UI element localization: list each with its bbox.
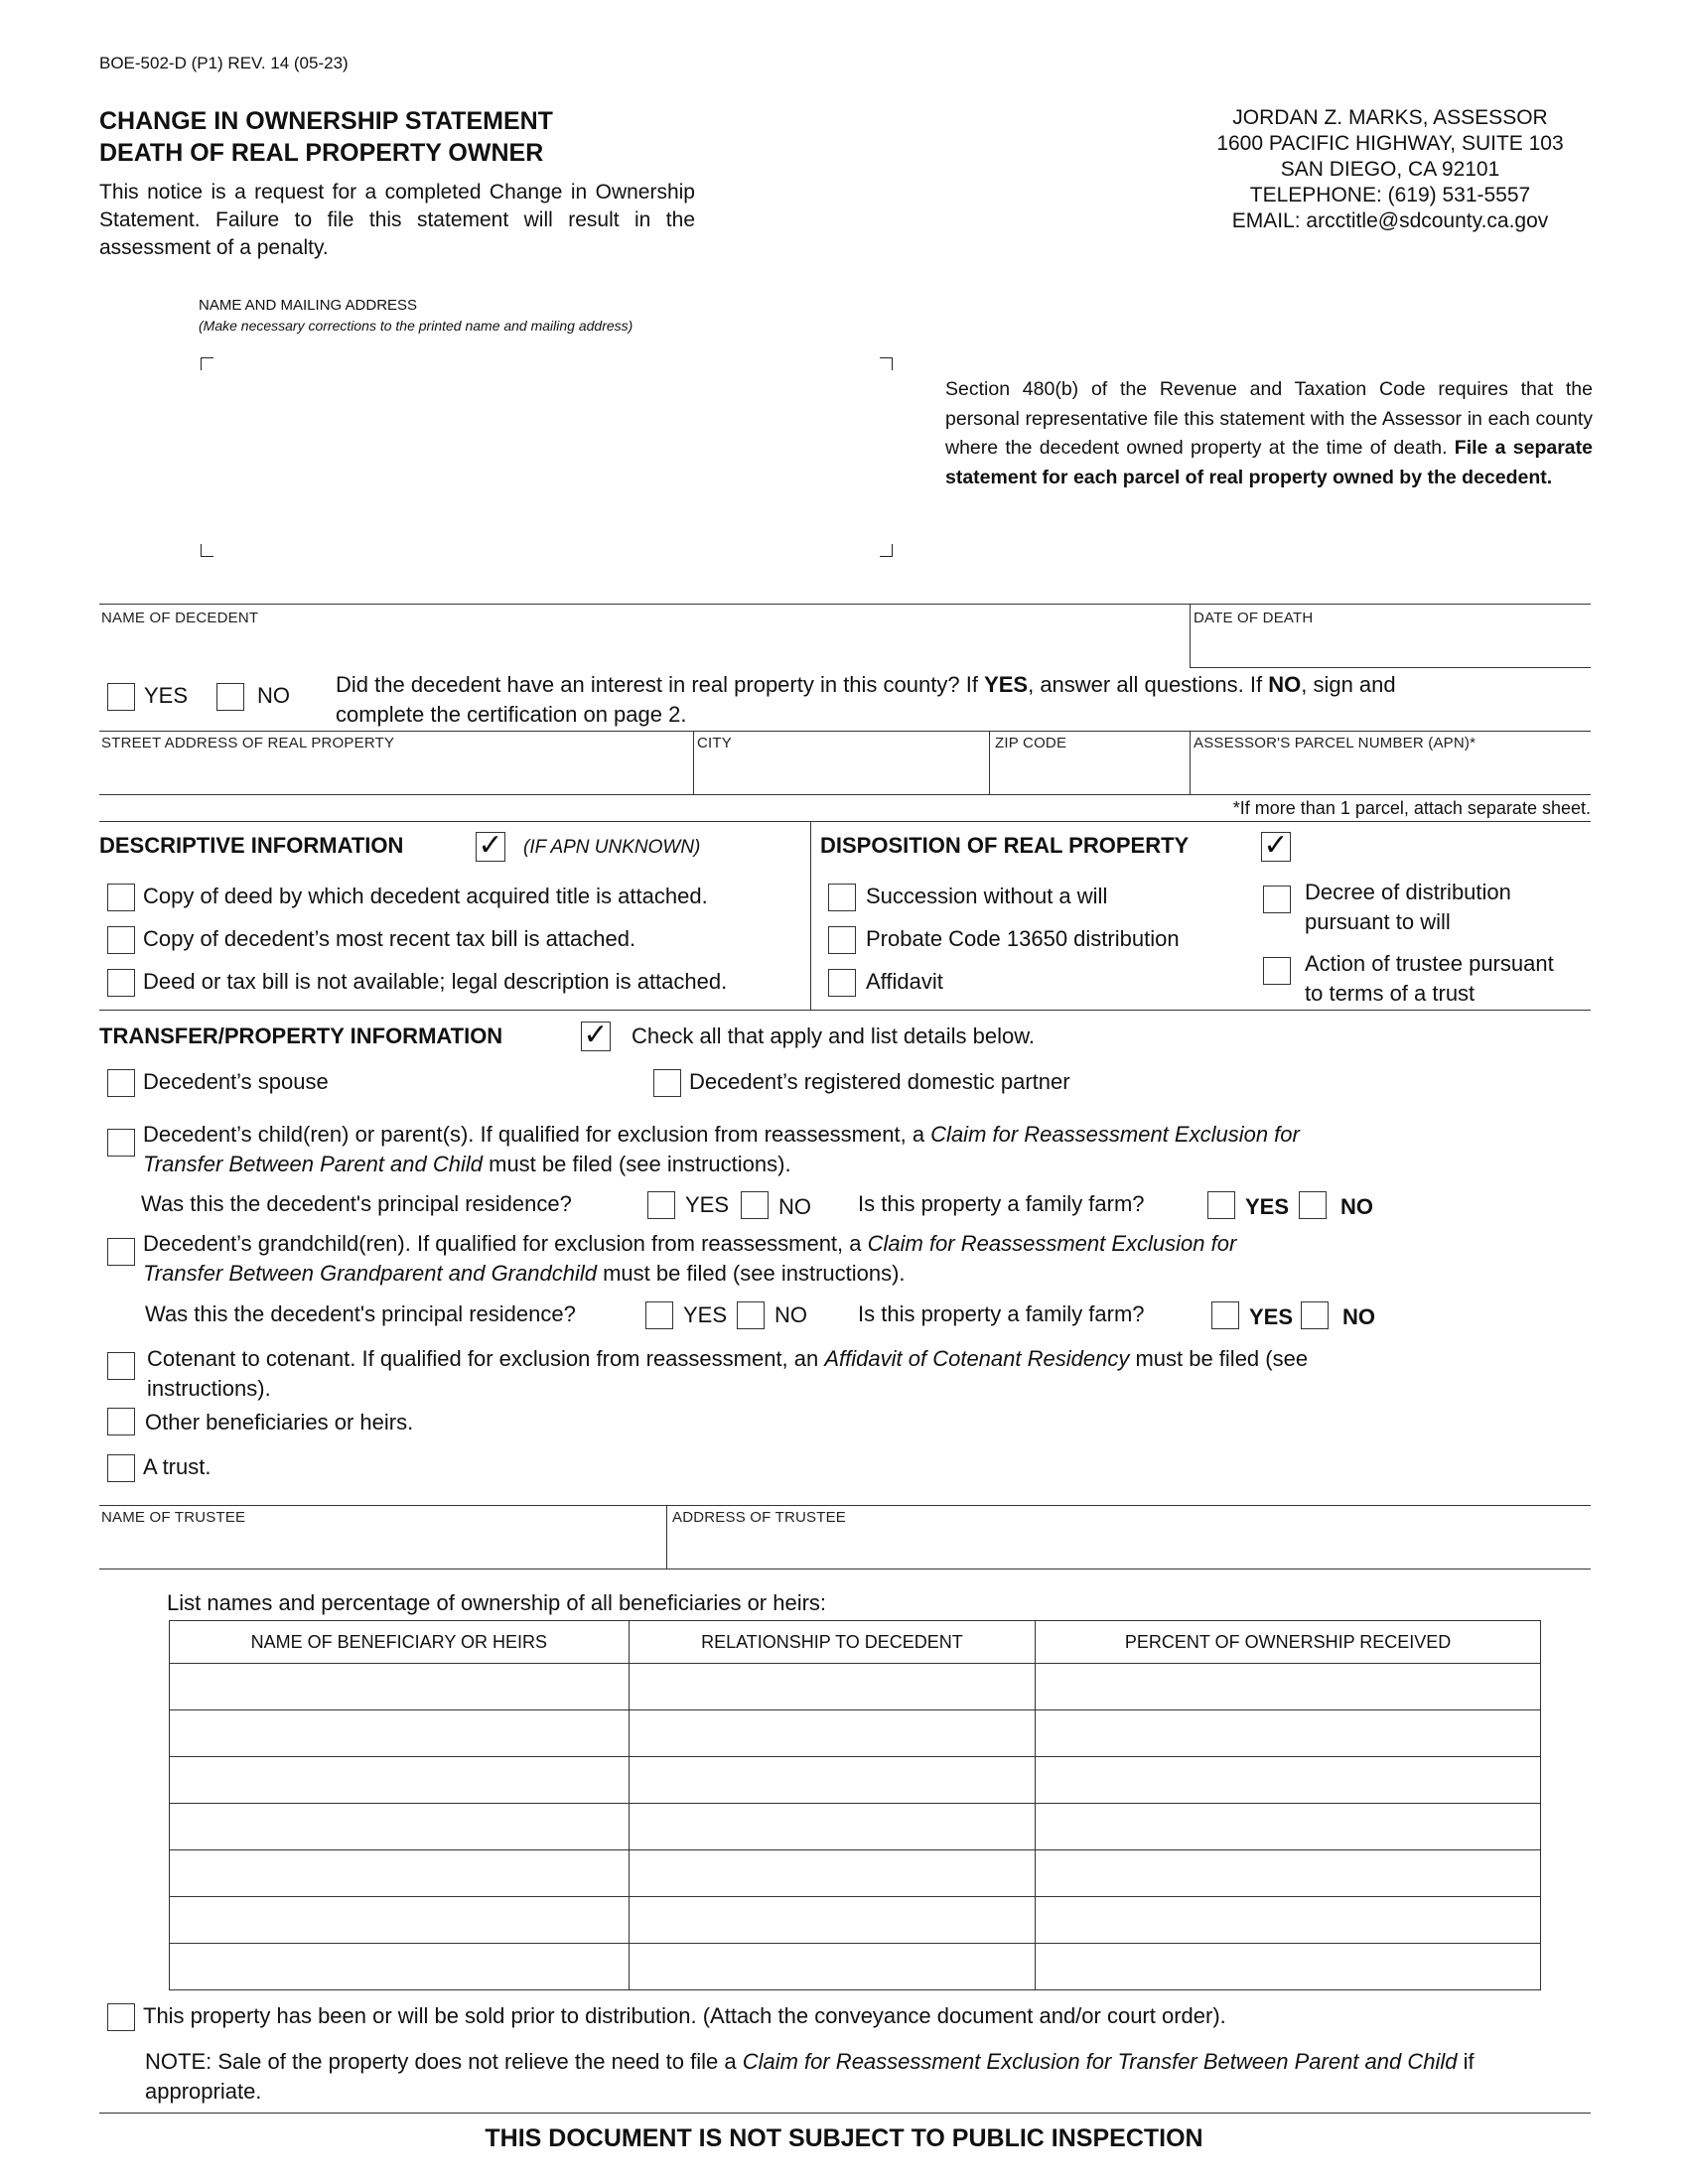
divider [99,794,1591,795]
relationship-cell[interactable] [629,1710,1036,1757]
grandchild-residence-no-checkbox[interactable] [737,1301,765,1329]
column-header: NAME OF BENEFICIARY OR HEIRS [170,1621,630,1664]
section-480-text: Section 480(b) of the Revenue and Taxation Code requires that the personal representative file this statement with the Assessor in each county where the decedent owned property at the time of death. [945,378,1593,459]
intro-notice: This notice is a request for a completed Change in Ownership Statement. Failure to file this statement will result in the assessment of a penalty. [99,181,695,259]
child-b: must be filed (see instructions). [483,1152,791,1176]
divider [99,604,1591,605]
succession-label: Succession without a will [866,884,1108,908]
assessor-name: JORDAN Z. MARKS, ASSESSOR [1232,106,1548,129]
divider [666,1505,667,1569]
assessor-block [1142,105,1638,234]
assessor-telephone: TELEPHONE: (619) 531-5557 [1249,184,1531,206]
percent-cell[interactable] [1036,1897,1541,1944]
divider [99,821,1591,822]
cotenant-i: Affidavit of Cotenant Residency [824,1346,1130,1371]
interest-no-label: NO [257,683,290,708]
child-farm-no-checkbox[interactable] [1299,1191,1327,1219]
table-row [170,1897,1541,1944]
beneficiary-name-cell[interactable] [170,1804,630,1850]
grandchild-residence-yes-label: YES [683,1302,728,1327]
divider [99,731,1591,732]
title-line-1: CHANGE IN OWNERSHIP STATEMENT [99,107,553,135]
footer-notice: THIS DOCUMENT IS NOT SUBJECT TO PUBLIC INSPECTION [485,2124,1203,2152]
street-address-label: STREET ADDRESS OF REAL PROPERTY [101,735,395,751]
beneficiary-name-cell[interactable] [170,1944,630,1990]
child-farm-question: Is this property a family farm? [858,1191,1145,1216]
child-residence-no-checkbox[interactable] [741,1191,769,1219]
interest-no-checkbox[interactable] [216,683,244,711]
zip-code-field[interactable] [993,754,1188,788]
probate-checkbox[interactable] [828,926,856,954]
divider [99,1010,1591,1011]
grand-b: must be filed (see instructions). [596,1261,906,1286]
cotenant-a: Cotenant to cotenant. If qualified for exclusion from reassessment, an [147,1346,825,1371]
trustee-action-label-1: Action of trustee pursuant [1305,951,1554,976]
percent-cell[interactable] [1036,1710,1541,1757]
percent-cell[interactable] [1036,1664,1541,1710]
percent-cell[interactable] [1036,1850,1541,1897]
child-a: Decedent’s child(ren) or parent(s). If qualified for exclusion from reassessment, a [143,1122,931,1147]
grandchild-farm-no-label: NO [1342,1304,1375,1329]
interest-q-c: , sign and [1301,672,1396,697]
grandchild-farm-question: Is this property a family farm? [858,1301,1145,1326]
cotenant-checkbox[interactable] [107,1352,135,1380]
divider [693,731,694,794]
form-id: BOE-502-D (P1) REV. 14 (05-23) [99,54,349,72]
percent-cell[interactable] [1036,1757,1541,1804]
mailing-address-header [199,296,633,336]
mailing-sublabel: (Make necessary corrections to the printed name and mailing address) [199,318,633,334]
descriptive-heading: DESCRIPTIVE INFORMATION [99,833,404,858]
partner-checkbox[interactable] [653,1069,681,1097]
table-row [170,1664,1541,1710]
percent-cell[interactable] [1036,1804,1541,1850]
child-parent-line2 [143,1150,791,1179]
child-farm-no-label: NO [1340,1194,1373,1219]
divider [989,731,990,794]
child-i1: Claim for Reassessment Exclusion for [930,1122,1300,1147]
beneficiary-name-cell[interactable] [170,1664,630,1710]
child-residence-no-label: NO [778,1194,811,1219]
transfer-heading: TRANSFER/PROPERTY INFORMATION [99,1024,503,1048]
street-address-field[interactable] [99,754,691,788]
divider [1190,731,1191,794]
disposition-heading: DISPOSITION OF REAL PROPERTY [820,833,1190,858]
beneficiaries-table [169,1620,1541,1990]
interest-q-a: Did the decedent have an interest in real property in this county? If [336,672,985,697]
grandchild-farm-yes-label: YES [1249,1304,1294,1329]
grand-i2: Transfer Between Grandparent and Grandchild [143,1261,597,1286]
corner-mark-bl [201,544,213,557]
trust-label: A trust. [143,1454,211,1479]
grandchild-residence-question: Was this the decedent's principal residence? [145,1301,576,1326]
spouse-label: Decedent’s spouse [143,1069,329,1094]
address-of-trustee-label: ADDRESS OF TRUSTEE [672,1509,847,1526]
trustee-action-checkbox[interactable] [1263,957,1291,985]
interest-q-no: NO [1268,672,1302,697]
child-farm-yes-label: YES [1245,1194,1290,1219]
note-i2: and Child [1364,2049,1458,2074]
note-a: NOTE: Sale of the property does not relieve the need to file a [145,2049,743,2074]
table-row [170,1944,1541,1990]
beneficiaries-intro: List names and percentage of ownership of all beneficiaries or heirs: [167,1590,827,1615]
mailing-label: NAME AND MAILING ADDRESS [199,297,418,314]
page-title [99,105,553,169]
other-beneficiaries-label: Other beneficiaries or heirs. [145,1410,414,1434]
divider [99,1505,1591,1506]
legal-description-checkbox[interactable] [107,969,135,997]
relationship-cell[interactable] [629,1664,1036,1710]
divider [99,1569,1591,1570]
table-row [170,1850,1541,1897]
affidavit-checkbox[interactable] [828,969,856,997]
apn-field[interactable] [1194,754,1589,788]
interest-q-b: , answer all questions. If [1028,672,1269,697]
note-i1: Claim for Reassessment Exclusion for Transfer Between Parent [742,2049,1359,2074]
city-label: CITY [697,735,732,751]
child-farm-yes-checkbox[interactable] [1207,1191,1235,1219]
trust-checkbox[interactable] [107,1454,135,1482]
column-header: PERCENT OF OWNERSHIP RECEIVED [1036,1621,1541,1664]
interest-yes-label: YES [144,683,189,708]
probate-label: Probate Code 13650 distribution [866,926,1180,951]
transfer-instruction: Check all that apply and list details below. [632,1024,1036,1048]
corner-mark-tl [201,357,213,370]
decree-label-1: Decree of distribution [1305,880,1511,904]
name-of-decedent-label: NAME OF DECEDENT [101,610,259,626]
grand-a: Decedent’s grandchild(ren). If qualified for exclusion from reassessment, a [143,1231,868,1256]
property-sold-label: This property has been or will be sold prior to distribution. (Attach the conveyance document and/or court order). [143,2003,1226,2028]
succession-checkbox[interactable] [828,884,856,911]
decree-label-2: pursuant to will [1305,909,1451,934]
section-480-bold: File a separate statement for each parcel of real property owned by the decedent. [945,437,1593,488]
assessor-address-2: SAN DIEGO, CA 92101 [1280,158,1500,181]
divider [1190,604,1191,667]
affidavit-label: Affidavit [866,969,943,994]
apn-note: *If more than 1 parcel, attach separate sheet. [1232,798,1591,818]
beneficiary-name-cell[interactable] [170,1850,630,1897]
assessor-email: EMAIL: arcctitle@sdcounty.ca.gov [1231,209,1549,232]
legal-description-label: Deed or tax bill is not available; legal description is attached. [143,969,728,994]
deed-copy-label: Copy of deed by which decedent acquired title is attached. [143,884,708,908]
grand-i1: Claim for Reassessment Exclusion for [867,1231,1237,1256]
beneficiary-name-cell[interactable] [170,1757,630,1804]
relationship-cell[interactable] [629,1944,1036,1990]
deed-copy-checkbox[interactable] [107,884,135,911]
corner-mark-br [880,544,893,557]
divider [810,821,811,1010]
child-residence-yes-checkbox[interactable] [647,1191,675,1219]
assessor-address-1: 1600 PACIFIC HIGHWAY, SUITE 103 [1216,132,1564,155]
descriptive-check-mark[interactable]: ✓ [476,832,505,862]
interest-question [336,670,1396,700]
beneficiary-name-cell[interactable] [170,1710,630,1757]
note-b: if appropriate. [145,2049,1475,2104]
grandchild-farm-yes-checkbox[interactable] [1211,1301,1239,1329]
table-row [170,1757,1541,1804]
relationship-cell[interactable] [629,1850,1036,1897]
column-header: RELATIONSHIP TO DECEDENT [629,1621,1036,1664]
grandchild-checkbox[interactable] [107,1238,135,1266]
spouse-checkbox[interactable] [107,1069,135,1097]
date-of-death-label: DATE OF DEATH [1194,610,1314,626]
child-residence-question: Was this the decedent's principal residence? [141,1191,572,1216]
name-of-decedent-field[interactable] [99,629,1188,663]
child-parent-checkbox[interactable] [107,1129,135,1157]
tax-bill-label: Copy of decedent’s most recent tax bill is attached. [143,926,636,951]
name-of-trustee-field[interactable] [99,1529,663,1565]
interest-yes-checkbox[interactable] [107,683,135,711]
cotenant-line1 [147,1344,1308,1374]
table-row [170,1710,1541,1757]
tax-bill-checkbox[interactable] [107,926,135,954]
relationship-cell[interactable] [629,1757,1036,1804]
trustee-action-label-2: to terms of a trust [1305,981,1476,1006]
corner-mark-tr [880,357,893,370]
percent-cell[interactable] [1036,1944,1541,1990]
grandchild-residence-no-label: NO [774,1302,807,1327]
section-480-notice [945,375,1593,492]
divider [1190,667,1591,668]
relationship-cell[interactable] [629,1897,1036,1944]
city-field[interactable] [697,754,987,788]
property-sold-checkbox[interactable] [107,2003,135,2031]
decree-checkbox[interactable] [1263,886,1291,913]
descriptive-note: (IF APN UNKNOWN) [523,837,701,858]
partner-label: Decedent’s registered domestic partner [689,1069,1070,1094]
apn-label: ASSESSOR'S PARCEL NUMBER (APN)* [1194,735,1477,751]
cotenant-b: must be filed (see [1129,1346,1309,1371]
other-beneficiaries-checkbox[interactable] [107,1408,135,1435]
relationship-cell[interactable] [629,1804,1036,1850]
divider [99,2113,1591,2114]
interest-q-yes: YES [984,672,1029,697]
beneficiary-name-cell[interactable] [170,1897,630,1944]
grandchild-farm-no-checkbox[interactable] [1301,1301,1329,1329]
table-header-row [170,1621,1541,1664]
zip-code-label: ZIP CODE [995,735,1067,751]
sale-note [145,2047,1565,2107]
table-row [170,1804,1541,1850]
grandchild-residence-yes-checkbox[interactable] [645,1301,673,1329]
disposition-check-mark[interactable]: ✓ [1261,832,1291,862]
name-of-trustee-label: NAME OF TRUSTEE [101,1509,246,1526]
grandchild-line1 [143,1229,1236,1259]
cotenant-line2: instructions). [147,1376,271,1401]
grandchild-line2 [143,1259,906,1289]
child-parent-line1 [143,1120,1300,1150]
interest-question-line2: complete the certification on page 2. [336,702,687,727]
title-line-2: DEATH OF REAL PROPERTY OWNER [99,139,544,167]
child-i2: Transfer Between Parent and Child [143,1152,483,1176]
child-residence-yes-label: YES [685,1192,730,1217]
transfer-check-mark[interactable]: ✓ [581,1022,611,1051]
date-of-death-field[interactable] [1194,629,1589,663]
address-of-trustee-field[interactable] [671,1529,1589,1565]
